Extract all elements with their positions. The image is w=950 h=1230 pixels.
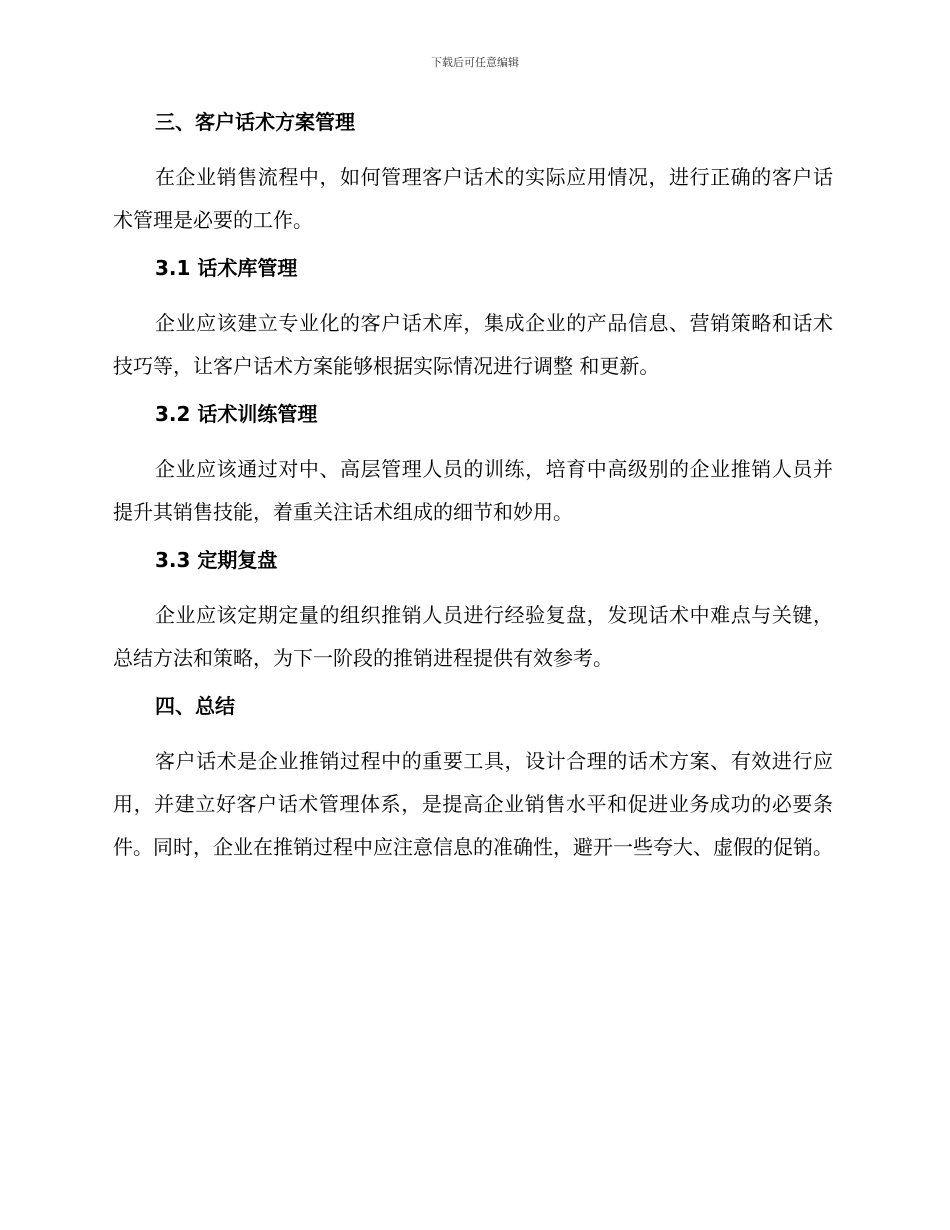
section-heading-4: 四、总结 [155,694,235,718]
section-paragraph-4: 客户话术是企业推销过程中的重要工具，设计合理的话术方案、有效进行应用，并建立好客户话术管理体系，是提高企业销售水平和促进业务成功的必要条件。同时，企业在推销过程中应注意信息的准确性，避开一些夸大、虚假的促销。 [113,749,833,859]
section-paragraph-3: 在企业销售流程中，如何管理客户话术的实际应用情况，进行正确的客户话术管理是必要的工作。 [113,165,833,232]
header-note: 下载后可任意编辑 [431,56,519,69]
document-body [113,110,833,869]
section-heading-3-1: 3.1 话术库管理 [155,256,298,280]
section-heading-3: 三、客户话术方案管理 [155,110,355,134]
section-paragraph-3-1: 企业应该建立专业化的客户话术库，集成企业的产品信息、营销策略和话术技巧等，让客户话术方案能够根据实际情况进行调整 和更新。 [113,311,833,378]
section-heading-3-3: 3.3 定期复盘 [155,548,278,572]
section-heading-3-2: 3.2 话术训练管理 [155,402,318,426]
section-paragraph-3-2: 企业应该通过对中、高层管理人员的训练，培育中高级别的企业推销人员并提升其销售技能，着重关注话术组成的细节和妙用。 [113,457,833,524]
section-paragraph-3-3: 企业应该定期定量的组织推销人员进行经验复盘，发现话术中难点与关键，总结方法和策略，为下一阶段的推销进程提供有效参考。 [113,603,833,670]
